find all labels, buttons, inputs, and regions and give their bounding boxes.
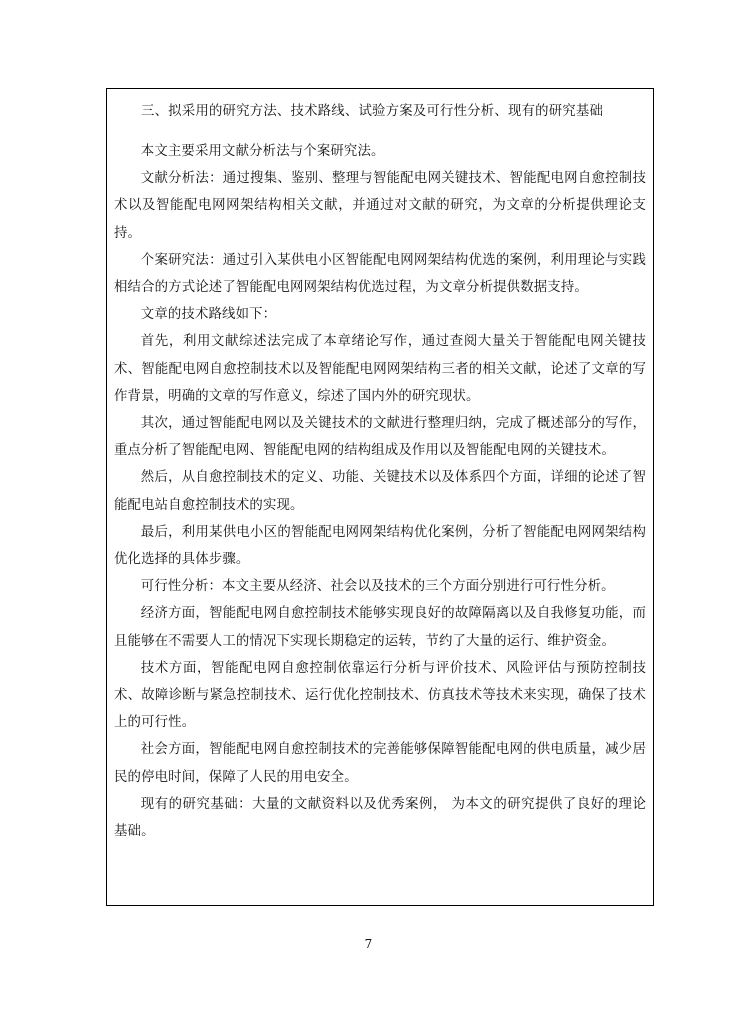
paragraph-social: 社会方面，智能配电网自愈控制技术的完善能够保障智能配电网的供电质量，减少居民的停电时间，保障了人民的用电安全。	[114, 742, 646, 785]
page-number: 7	[364, 937, 373, 951]
paragraph-research-basis: 现有的研究基础：大量的文献资料以及优秀案例， 为本文的研究提供了良好的理论基础。	[114, 796, 646, 840]
paragraph-feasibility: 可行性分析：本文主要从经济、社会以及技术的三个方面分别进行可行性分析。	[140, 579, 615, 595]
body-text	[114, 138, 646, 845]
paragraph-finally: 最后，利用某供电小区的智能配电网网架结构优化案例，分析了智能配电网网架结构优化选择的具体步骤。	[114, 524, 646, 568]
paragraph-first: 首先，利用文献综述法完成了本章绪论写作，通过查阅大量关于智能配电网关键技术、智能配电网自愈控制技术以及智能配电网网架结构三者的相关文献，论述了文章的写作背景，明确的文章的写作意义，综述了国内外的研究现状。	[114, 334, 646, 404]
paragraph-case-study: 个案研究法：通过引入某供电小区智能配电网网架结构优选的案例，利用理论与实践相结合的方式论述了智能配电网网架结构优选过程，为文章分析提供数据支持。	[114, 252, 646, 296]
paragraph-technical-route: 文章的技术路线如下：	[140, 307, 277, 323]
paragraph-literature-analysis: 文献分析法：通过搜集、鉴别、整理与智能配电网关键技术、智能配电网自愈控制技术以及智能配电网网架结构相关文献，并通过对文献的研究，为文章的分析提供理论支持。	[114, 171, 646, 241]
paragraph-then: 然后，从自愈控制技术的定义、功能、关键技术以及体系四个方面，详细的论述了智能配电站自愈控制技术的实现。	[114, 470, 646, 513]
paragraph-technical: 技术方面，智能配电网自愈控制依靠运行分析与评价技术、风险评估与预防控制技术、故障诊断与紧急控制技术、运行优化控制技术、仿真技术等技术来实现，确保了技术上的可行性。	[114, 660, 646, 731]
section-heading: 三、拟采用的研究方法、技术路线、试验方案及可行性分析、现有的研究基础	[141, 104, 604, 119]
paragraph-economic: 经济方面，智能配电网自愈控制技术能够实现良好的故障隔离以及自我修复功能，而且能够在不需要人工的情况下实现长期稳定的运转，节约了大量的运行、维护资金。	[114, 606, 646, 649]
content-frame	[106, 88, 654, 906]
paragraph-methods-intro: 本文主要采用文献分析法与个案研究法。	[140, 144, 385, 159]
paragraph-second: 其次，通过智能配电网以及关键技术的文献进行整理归纳，完成了概述部分的写作，重点分析了智能配电网、智能配电网的结构组成及作用以及智能配电网的关键技术。	[114, 416, 646, 459]
